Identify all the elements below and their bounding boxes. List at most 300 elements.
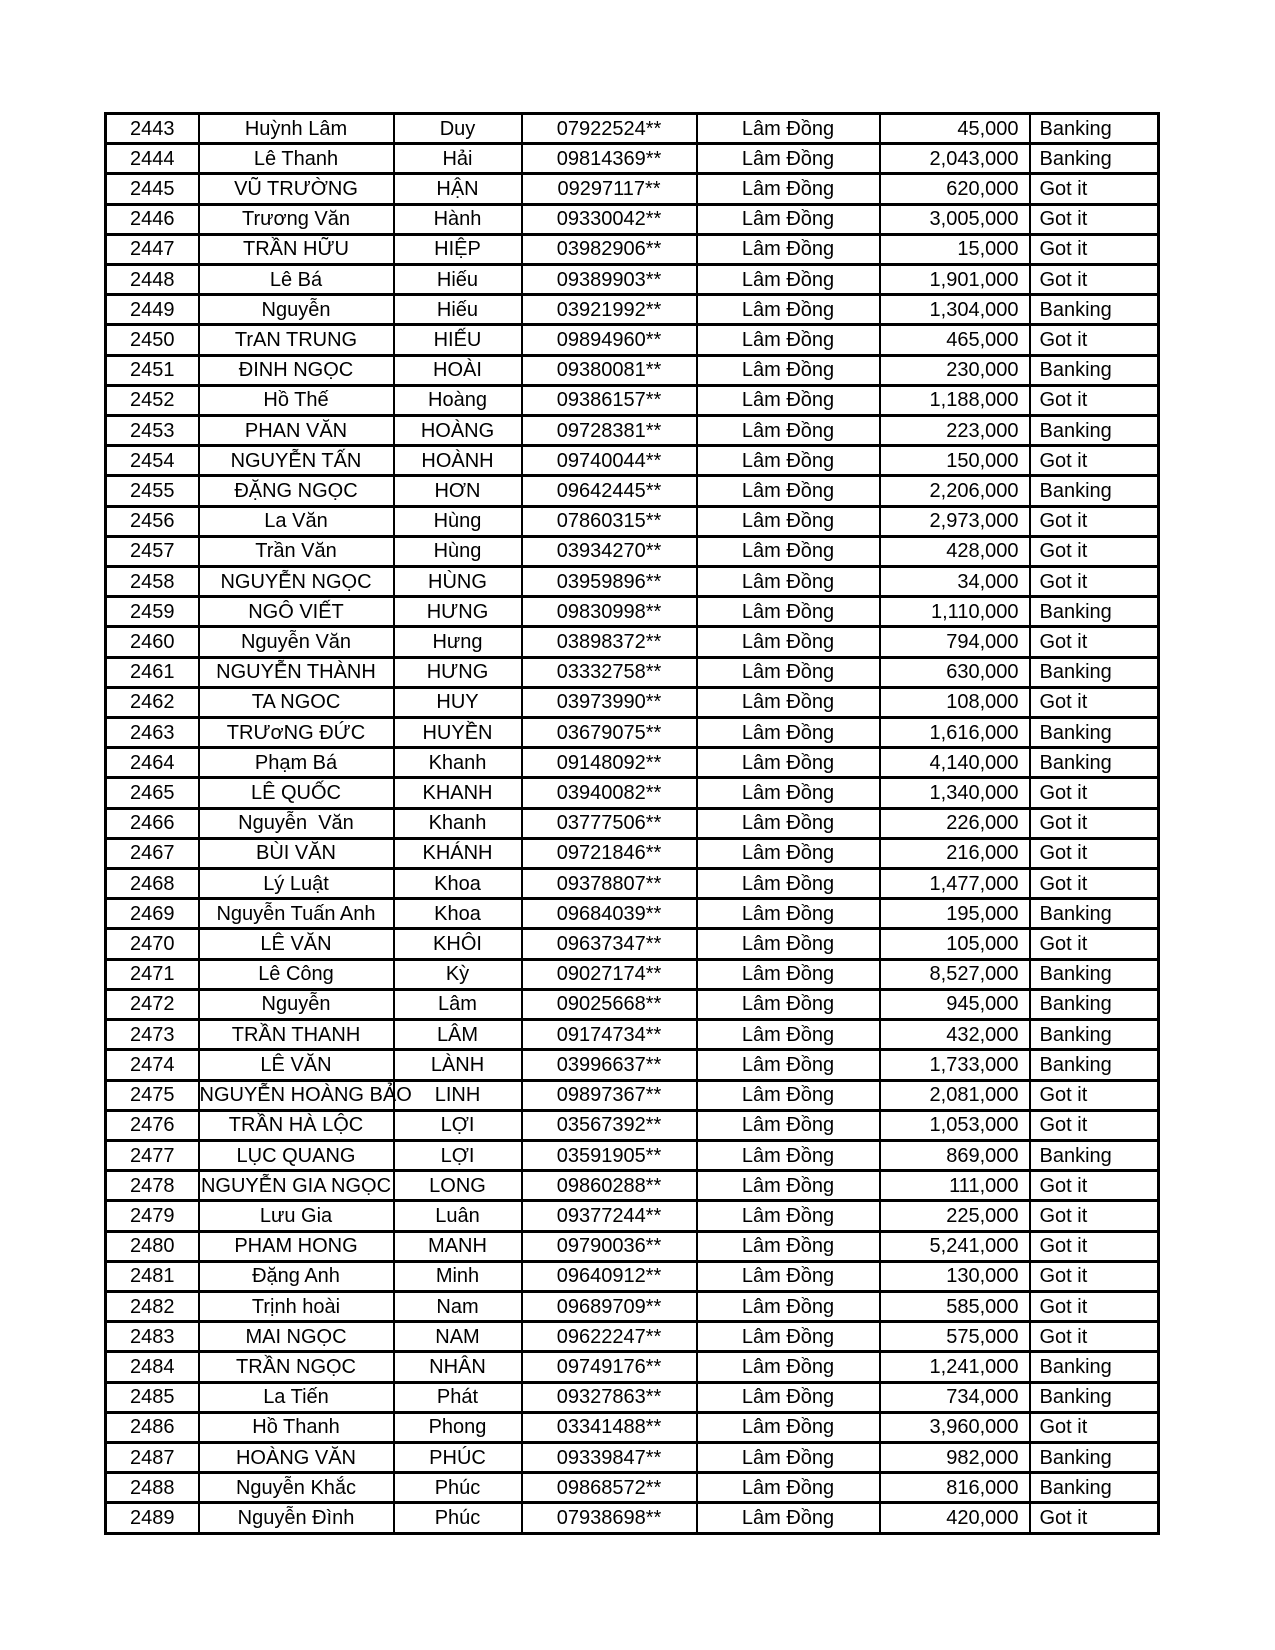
cell-row-number: 2456 <box>106 506 199 536</box>
table-row <box>106 1473 1159 1503</box>
cell-status: Got it <box>1030 627 1159 657</box>
cell-given-name: Hoàng <box>394 385 522 415</box>
cell-phone-masked: 09148092** <box>522 748 697 778</box>
cell-amount: 585,000 <box>880 1291 1030 1321</box>
cell-row-number: 2457 <box>106 536 199 566</box>
cell-amount: 1,616,000 <box>880 718 1030 748</box>
cell-family-middle-name: TRẦN HỮU <box>199 234 394 264</box>
cell-amount: 630,000 <box>880 657 1030 687</box>
cell-province: Lâm Đồng <box>697 536 880 566</box>
cell-amount: 34,000 <box>880 567 1030 597</box>
cell-row-number: 2483 <box>106 1322 199 1352</box>
cell-province: Lâm Đồng <box>697 174 880 204</box>
cell-given-name: HƯNG <box>394 657 522 687</box>
cell-amount: 869,000 <box>880 1140 1030 1170</box>
cell-family-middle-name: Hồ Thanh <box>199 1412 394 1442</box>
cell-row-number: 2465 <box>106 778 199 808</box>
cell-amount: 1,477,000 <box>880 869 1030 899</box>
cell-family-middle-name: LỤC QUANG <box>199 1140 394 1170</box>
cell-province: Lâm Đồng <box>697 295 880 325</box>
cell-amount: 816,000 <box>880 1473 1030 1503</box>
cell-province: Lâm Đồng <box>697 1322 880 1352</box>
cell-row-number: 2459 <box>106 597 199 627</box>
cell-province: Lâm Đồng <box>697 355 880 385</box>
cell-family-middle-name: BÙI VĂN <box>199 838 394 868</box>
cell-family-middle-name: Nguyễn <box>199 989 394 1019</box>
cell-province: Lâm Đồng <box>697 1412 880 1442</box>
cell-given-name: KHÁNH <box>394 838 522 868</box>
cell-amount: 2,043,000 <box>880 144 1030 174</box>
cell-given-name: MANH <box>394 1231 522 1261</box>
cell-row-number: 2479 <box>106 1201 199 1231</box>
cell-family-middle-name: Nguyễn Văn <box>199 808 394 838</box>
cell-family-middle-name: Lý Luật <box>199 869 394 899</box>
cell-province: Lâm Đồng <box>697 838 880 868</box>
cell-amount: 4,140,000 <box>880 748 1030 778</box>
table-row <box>106 265 1159 295</box>
table-row <box>106 325 1159 355</box>
cell-given-name: Phúc <box>394 1503 522 1534</box>
cell-row-number: 2486 <box>106 1412 199 1442</box>
cell-amount: 1,241,000 <box>880 1352 1030 1382</box>
cell-province: Lâm Đồng <box>697 446 880 476</box>
cell-row-number: 2477 <box>106 1140 199 1170</box>
table-row <box>106 1291 1159 1321</box>
cell-status: Banking <box>1030 1140 1159 1170</box>
cell-phone-masked: 09830998** <box>522 597 697 627</box>
cell-status: Banking <box>1030 416 1159 446</box>
cell-status: Banking <box>1030 597 1159 627</box>
cell-family-middle-name: Lưu Gia <box>199 1201 394 1231</box>
cell-phone-masked: 09027174** <box>522 959 697 989</box>
cell-family-middle-name: Nguyễn <box>199 295 394 325</box>
cell-phone-masked: 03341488** <box>522 1412 697 1442</box>
cell-amount: 105,000 <box>880 929 1030 959</box>
cell-phone-masked: 09380081** <box>522 355 697 385</box>
cell-province: Lâm Đồng <box>697 506 880 536</box>
cell-given-name: HẬN <box>394 174 522 204</box>
cell-row-number: 2467 <box>106 838 199 868</box>
cell-row-number: 2485 <box>106 1382 199 1412</box>
cell-amount: 195,000 <box>880 899 1030 929</box>
cell-given-name: HÙNG <box>394 567 522 597</box>
cell-status: Banking <box>1030 1020 1159 1050</box>
cell-province: Lâm Đồng <box>697 657 880 687</box>
cell-phone-masked: 03959896** <box>522 567 697 597</box>
cell-given-name: LỢI <box>394 1140 522 1170</box>
cell-given-name: Hải <box>394 144 522 174</box>
cell-phone-masked: 03982906** <box>522 234 697 264</box>
cell-row-number: 2473 <box>106 1020 199 1050</box>
cell-status: Got it <box>1030 1261 1159 1291</box>
cell-family-middle-name: Nguyễn Tuấn Anh <box>199 899 394 929</box>
cell-amount: 428,000 <box>880 536 1030 566</box>
cell-family-middle-name: NGUYỄN GIA NGỌC <box>199 1171 394 1201</box>
cell-given-name: LINH <box>394 1080 522 1110</box>
cell-given-name: HUYỀN <box>394 718 522 748</box>
cell-status: Got it <box>1030 869 1159 899</box>
table-row <box>106 1261 1159 1291</box>
cell-phone-masked: 09894960** <box>522 325 697 355</box>
cell-row-number: 2469 <box>106 899 199 929</box>
cell-phone-masked: 09790036** <box>522 1231 697 1261</box>
cell-province: Lâm Đồng <box>697 325 880 355</box>
cell-status: Got it <box>1030 1080 1159 1110</box>
cell-phone-masked: 09684039** <box>522 899 697 929</box>
cell-amount: 130,000 <box>880 1261 1030 1291</box>
cell-province: Lâm Đồng <box>697 959 880 989</box>
cell-amount: 5,241,000 <box>880 1231 1030 1261</box>
table-row <box>106 476 1159 506</box>
table-row <box>106 385 1159 415</box>
table-row <box>106 144 1159 174</box>
cell-given-name: Hùng <box>394 506 522 536</box>
cell-status: Banking <box>1030 899 1159 929</box>
cell-given-name: HIẾU <box>394 325 522 355</box>
table-row <box>106 597 1159 627</box>
cell-amount: 3,005,000 <box>880 204 1030 234</box>
table-row <box>106 536 1159 566</box>
cell-row-number: 2470 <box>106 929 199 959</box>
cell-status: Banking <box>1030 1473 1159 1503</box>
cell-row-number: 2489 <box>106 1503 199 1534</box>
cell-family-middle-name: Huỳnh Lâm <box>199 114 394 144</box>
cell-row-number: 2448 <box>106 265 199 295</box>
cell-status: Got it <box>1030 234 1159 264</box>
cell-phone-masked: 03973990** <box>522 687 697 717</box>
cell-phone-masked: 03777506** <box>522 808 697 838</box>
cell-amount: 465,000 <box>880 325 1030 355</box>
cell-amount: 1,340,000 <box>880 778 1030 808</box>
cell-phone-masked: 03591905** <box>522 1140 697 1170</box>
cell-given-name: Hiếu <box>394 295 522 325</box>
cell-given-name: HOÀNH <box>394 446 522 476</box>
table-row <box>106 838 1159 868</box>
cell-status: Banking <box>1030 1442 1159 1472</box>
cell-status: Banking <box>1030 144 1159 174</box>
cell-family-middle-name: TRẦN THANH <box>199 1020 394 1050</box>
cell-amount: 45,000 <box>880 114 1030 144</box>
cell-family-middle-name: Nguyễn Đình <box>199 1503 394 1534</box>
cell-status: Got it <box>1030 778 1159 808</box>
cell-amount: 1,733,000 <box>880 1050 1030 1080</box>
cell-family-middle-name: NGUYỄN NGỌC <box>199 567 394 597</box>
cell-row-number: 2453 <box>106 416 199 446</box>
cell-family-middle-name: Phạm Bá <box>199 748 394 778</box>
cell-family-middle-name: TRẦN HÀ LỘC <box>199 1110 394 1140</box>
cell-given-name: HIỆP <box>394 234 522 264</box>
cell-amount: 1,110,000 <box>880 597 1030 627</box>
cell-row-number: 2472 <box>106 989 199 1019</box>
table-row <box>106 1171 1159 1201</box>
table-row <box>106 778 1159 808</box>
table-row <box>106 687 1159 717</box>
cell-province: Lâm Đồng <box>697 1110 880 1140</box>
table-row <box>106 1503 1159 1534</box>
cell-row-number: 2484 <box>106 1352 199 1382</box>
cell-province: Lâm Đồng <box>697 597 880 627</box>
cell-phone-masked: 09327863** <box>522 1382 697 1412</box>
cell-status: Banking <box>1030 989 1159 1019</box>
cell-status: Got it <box>1030 204 1159 234</box>
cell-amount: 982,000 <box>880 1442 1030 1472</box>
cell-amount: 230,000 <box>880 355 1030 385</box>
cell-province: Lâm Đồng <box>697 476 880 506</box>
cell-province: Lâm Đồng <box>697 687 880 717</box>
table-row <box>106 174 1159 204</box>
cell-row-number: 2488 <box>106 1473 199 1503</box>
cell-province: Lâm Đồng <box>697 1352 880 1382</box>
cell-phone-masked: 03567392** <box>522 1110 697 1140</box>
cell-province: Lâm Đồng <box>697 808 880 838</box>
cell-province: Lâm Đồng <box>697 1171 880 1201</box>
table-row <box>106 416 1159 446</box>
cell-phone-masked: 09642445** <box>522 476 697 506</box>
cell-status: Got it <box>1030 838 1159 868</box>
cell-amount: 108,000 <box>880 687 1030 717</box>
cell-phone-masked: 09025668** <box>522 989 697 1019</box>
cell-status: Got it <box>1030 687 1159 717</box>
cell-family-middle-name: Trần Văn <box>199 536 394 566</box>
table-row <box>106 1322 1159 1352</box>
cell-row-number: 2468 <box>106 869 199 899</box>
cell-row-number: 2482 <box>106 1291 199 1321</box>
cell-given-name: Khanh <box>394 808 522 838</box>
cell-amount: 2,081,000 <box>880 1080 1030 1110</box>
cell-amount: 1,901,000 <box>880 265 1030 295</box>
cell-family-middle-name: LÊ VĂN <box>199 929 394 959</box>
cell-status: Banking <box>1030 718 1159 748</box>
cell-family-middle-name: NGÔ VIẾT <box>199 597 394 627</box>
cell-family-middle-name: LÊ QUỐC <box>199 778 394 808</box>
table-row <box>106 114 1159 144</box>
cell-status: Got it <box>1030 1322 1159 1352</box>
cell-amount: 15,000 <box>880 234 1030 264</box>
cell-province: Lâm Đồng <box>697 869 880 899</box>
cell-row-number: 2461 <box>106 657 199 687</box>
cell-amount: 2,973,000 <box>880 506 1030 536</box>
cell-province: Lâm Đồng <box>697 718 880 748</box>
cell-phone-masked: 07922524** <box>522 114 697 144</box>
cell-row-number: 2454 <box>106 446 199 476</box>
cell-province: Lâm Đồng <box>697 1231 880 1261</box>
cell-phone-masked: 09740044** <box>522 446 697 476</box>
cell-phone-masked: 09339847** <box>522 1442 697 1472</box>
table-row <box>106 234 1159 264</box>
table-row <box>106 1442 1159 1472</box>
cell-given-name: LỢI <box>394 1110 522 1140</box>
cell-row-number: 2462 <box>106 687 199 717</box>
cell-status: Banking <box>1030 355 1159 385</box>
cell-given-name: Hưng <box>394 627 522 657</box>
cell-status: Banking <box>1030 114 1159 144</box>
cell-family-middle-name: NGUYỄN THÀNH <box>199 657 394 687</box>
cell-amount: 225,000 <box>880 1201 1030 1231</box>
cell-amount: 432,000 <box>880 1020 1030 1050</box>
cell-phone-masked: 09297117** <box>522 174 697 204</box>
cell-given-name: Khoa <box>394 899 522 929</box>
cell-given-name: Kỳ <box>394 959 522 989</box>
cell-province: Lâm Đồng <box>697 778 880 808</box>
cell-row-number: 2475 <box>106 1080 199 1110</box>
cell-status: Banking <box>1030 748 1159 778</box>
cell-status: Got it <box>1030 446 1159 476</box>
cell-province: Lâm Đồng <box>697 899 880 929</box>
cell-amount: 1,304,000 <box>880 295 1030 325</box>
cell-given-name: Phát <box>394 1382 522 1412</box>
cell-given-name: LONG <box>394 1171 522 1201</box>
cell-row-number: 2478 <box>106 1171 199 1201</box>
cell-province: Lâm Đồng <box>697 567 880 597</box>
cell-given-name: Khoa <box>394 869 522 899</box>
cell-family-middle-name: Hồ Thế <box>199 385 394 415</box>
cell-phone-masked: 09386157** <box>522 385 697 415</box>
cell-province: Lâm Đồng <box>697 265 880 295</box>
cell-phone-masked: 09330042** <box>522 204 697 234</box>
cell-phone-masked: 03898372** <box>522 627 697 657</box>
cell-phone-masked: 03921992** <box>522 295 697 325</box>
cell-given-name: HUY <box>394 687 522 717</box>
table-row <box>106 1140 1159 1170</box>
cell-phone-masked: 09640912** <box>522 1261 697 1291</box>
cell-family-middle-name: ĐẶNG NGỌC <box>199 476 394 506</box>
cell-amount: 1,188,000 <box>880 385 1030 415</box>
cell-given-name: NHÂN <box>394 1352 522 1382</box>
cell-status: Got it <box>1030 265 1159 295</box>
table-row <box>106 627 1159 657</box>
cell-phone-masked: 09868572** <box>522 1473 697 1503</box>
cell-status: Banking <box>1030 959 1159 989</box>
cell-amount: 150,000 <box>880 446 1030 476</box>
cell-status: Banking <box>1030 476 1159 506</box>
cell-given-name: Duy <box>394 114 522 144</box>
cell-row-number: 2455 <box>106 476 199 506</box>
cell-province: Lâm Đồng <box>697 204 880 234</box>
cell-family-middle-name: ĐINH NGỌC <box>199 355 394 385</box>
cell-province: Lâm Đồng <box>697 234 880 264</box>
cell-province: Lâm Đồng <box>697 1291 880 1321</box>
cell-phone-masked: 09377244** <box>522 1201 697 1231</box>
cell-amount: 575,000 <box>880 1322 1030 1352</box>
cell-given-name: Phong <box>394 1412 522 1442</box>
cell-phone-masked: 09389903** <box>522 265 697 295</box>
cell-family-middle-name: TRƯơNG ĐỨC <box>199 718 394 748</box>
cell-phone-masked: 09689709** <box>522 1291 697 1321</box>
table-row <box>106 567 1159 597</box>
cell-province: Lâm Đồng <box>697 144 880 174</box>
cell-status: Got it <box>1030 808 1159 838</box>
table-row <box>106 1382 1159 1412</box>
cell-province: Lâm Đồng <box>697 627 880 657</box>
cell-family-middle-name: TRẦN NGỌC <box>199 1352 394 1382</box>
cell-row-number: 2450 <box>106 325 199 355</box>
cell-phone-masked: 09860288** <box>522 1171 697 1201</box>
cell-family-middle-name: Nguyễn Khắc <box>199 1473 394 1503</box>
cell-row-number: 2447 <box>106 234 199 264</box>
cell-family-middle-name: NGUYỄN TẤN <box>199 446 394 476</box>
cell-phone-masked: 07938698** <box>522 1503 697 1534</box>
cell-family-middle-name: PHAN VĂN <box>199 416 394 446</box>
cell-amount: 945,000 <box>880 989 1030 1019</box>
cell-phone-masked: 09721846** <box>522 838 697 868</box>
cell-row-number: 2466 <box>106 808 199 838</box>
cell-given-name: Nam <box>394 1291 522 1321</box>
cell-row-number: 2471 <box>106 959 199 989</box>
cell-family-middle-name: VŨ TRƯỜNG <box>199 174 394 204</box>
cell-phone-masked: 09637347** <box>522 929 697 959</box>
table-body <box>106 114 1159 1534</box>
table-row <box>106 869 1159 899</box>
cell-row-number: 2474 <box>106 1050 199 1080</box>
cell-given-name: Lâm <box>394 989 522 1019</box>
table-row <box>106 1412 1159 1442</box>
cell-family-middle-name: Lê Thanh <box>199 144 394 174</box>
cell-family-middle-name: NGUYỄN HOÀNG BẢO <box>199 1080 394 1110</box>
cell-row-number: 2458 <box>106 567 199 597</box>
cell-status: Banking <box>1030 1382 1159 1412</box>
cell-row-number: 2460 <box>106 627 199 657</box>
cell-given-name: KHÔI <box>394 929 522 959</box>
cell-row-number: 2446 <box>106 204 199 234</box>
cell-amount: 8,527,000 <box>880 959 1030 989</box>
cell-phone-masked: 03996637** <box>522 1050 697 1080</box>
cell-status: Got it <box>1030 506 1159 536</box>
cell-status: Got it <box>1030 1231 1159 1261</box>
cell-family-middle-name: MAI NGỌC <box>199 1322 394 1352</box>
cell-family-middle-name: Lê Bá <box>199 265 394 295</box>
cell-status: Got it <box>1030 929 1159 959</box>
cell-province: Lâm Đồng <box>697 1382 880 1412</box>
cell-family-middle-name: Trịnh hoài <box>199 1291 394 1321</box>
cell-row-number: 2480 <box>106 1231 199 1261</box>
cell-family-middle-name: La Văn <box>199 506 394 536</box>
cell-given-name: Luân <box>394 1201 522 1231</box>
cell-status: Banking <box>1030 295 1159 325</box>
cell-province: Lâm Đồng <box>697 1442 880 1472</box>
cell-given-name: Hành <box>394 204 522 234</box>
cell-amount: 216,000 <box>880 838 1030 868</box>
cell-given-name: Minh <box>394 1261 522 1291</box>
cell-province: Lâm Đồng <box>697 114 880 144</box>
cell-status: Got it <box>1030 536 1159 566</box>
cell-family-middle-name: TA NGOC <box>199 687 394 717</box>
cell-status: Banking <box>1030 657 1159 687</box>
cell-phone-masked: 03332758** <box>522 657 697 687</box>
table-row <box>106 1110 1159 1140</box>
cell-status: Banking <box>1030 1050 1159 1080</box>
table-row <box>106 1352 1159 1382</box>
cell-phone-masked: 09728381** <box>522 416 697 446</box>
cell-phone-masked: 09897367** <box>522 1080 697 1110</box>
cell-amount: 3,960,000 <box>880 1412 1030 1442</box>
table-row <box>106 959 1159 989</box>
cell-status: Got it <box>1030 325 1159 355</box>
table-row <box>106 657 1159 687</box>
cell-phone-masked: 07860315** <box>522 506 697 536</box>
table-row <box>106 295 1159 325</box>
cell-family-middle-name: LÊ VĂN <box>199 1050 394 1080</box>
cell-family-middle-name: Đặng Anh <box>199 1261 394 1291</box>
cell-row-number: 2464 <box>106 748 199 778</box>
cell-given-name: HƠN <box>394 476 522 506</box>
table-row <box>106 718 1159 748</box>
cell-status: Got it <box>1030 385 1159 415</box>
table-row <box>106 1201 1159 1231</box>
cell-status: Got it <box>1030 174 1159 204</box>
cell-given-name: LÀNH <box>394 1050 522 1080</box>
cell-family-middle-name: PHAM HONG <box>199 1231 394 1261</box>
cell-given-name: Khanh <box>394 748 522 778</box>
